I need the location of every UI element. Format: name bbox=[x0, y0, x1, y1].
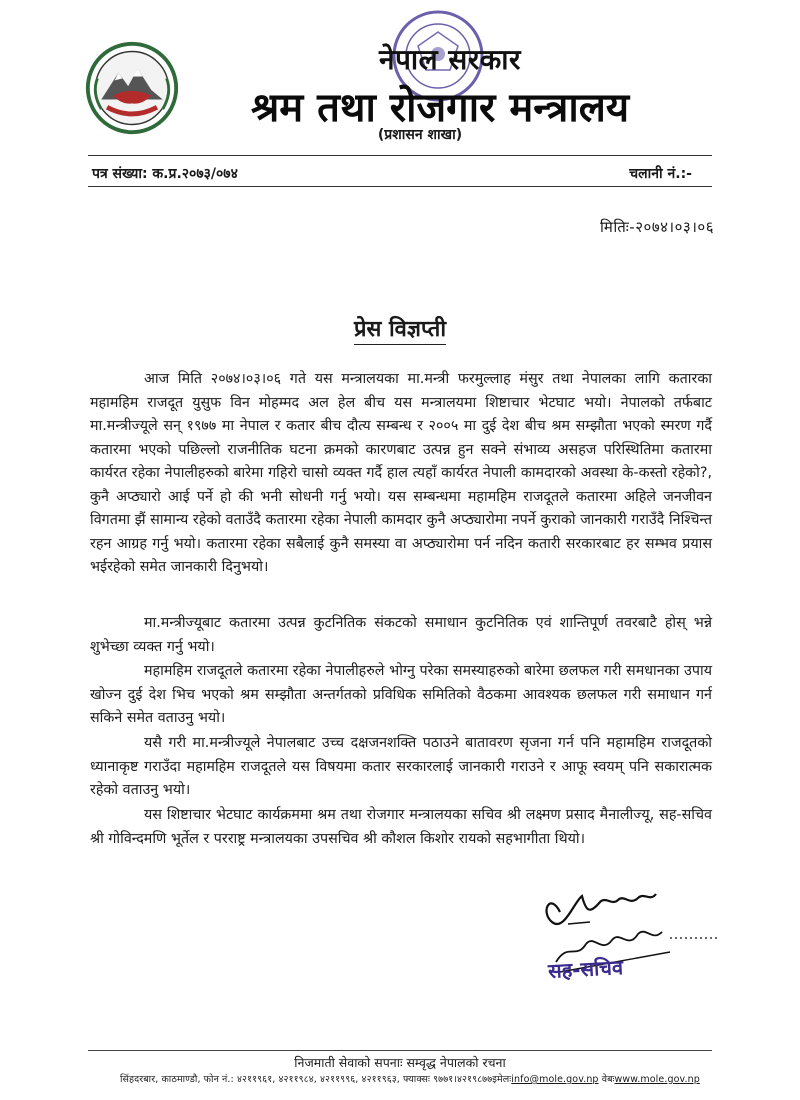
footer-address: सिंहदरबार, काठमाण्डौ, फोन नं.: ४२११९६१, ४२११९८४, ४२११९९६, ४२११९६३, फ्याक्सः ९७७१।४२१९८७७ bbox=[120, 1074, 493, 1085]
header-divider-top bbox=[88, 155, 712, 156]
footer-contact bbox=[120, 1072, 700, 1085]
letter-number: पत्र संख्या: क.प्र.२०७३/०७४ bbox=[92, 166, 238, 182]
email-label: इमेलः bbox=[492, 1074, 512, 1085]
email-link[interactable]: info@mole.gov.np bbox=[511, 1074, 599, 1085]
signatory-designation: सह-सचिव bbox=[547, 955, 624, 983]
website-link[interactable]: www.mole.gov.np bbox=[614, 1074, 700, 1085]
body-paragraph-2: मा.मन्त्रीज्यूबाट कतारमा उत्पन्न कुटनितिक संकटको समाधान कुटनितिक एवं शान्तिपूर्ण तवरबाटै होस् भन्ने शुभेच्छा व्यक्त गर्नु भयो। bbox=[90, 615, 712, 655]
ministry-name: श्रम तथा रोजगार मन्त्रालय bbox=[250, 85, 630, 131]
body-paragraph-5: यस शिष्टाचार भेटघाट कार्यक्रममा श्रम तथा रोजगार मन्त्रालयका सचिव श्री लक्ष्मण प्रसाद मैनालीज्यू, सह-सचिव श्री गोविन्दमणि भूर्तेल र परराष्ट्र मन्त्रालयका उपसचिव श्री कौशल किशोर रायको सहभागीता थियो। bbox=[90, 807, 712, 847]
letter-date: मितिः-२०७४।०३।०६ bbox=[599, 218, 714, 236]
branch-name: (प्रशासन शाखा) bbox=[377, 127, 463, 143]
government-name: नेपाल सरकार bbox=[378, 43, 522, 76]
web-label: वेबः bbox=[601, 1074, 615, 1085]
body-paragraph-3: महामहिम राजदूतले कतारमा रहेका नेपालीहरुले भोग्नु परेका समस्याहरुको बारेमा छलफल गरी समधानका उपाय खोज्न दुई देश भिच भएको श्रम सम्झौता अन्तर्गतको प्रविधिक समितिको वैठकमा आवश्यक छलफल गरी समाधान गर्न सकिने समेत वताउनु भयो। bbox=[90, 663, 712, 726]
document-title-text: प्रेस विज्ञप्ती bbox=[354, 317, 446, 345]
nepal-emblem-logo bbox=[84, 40, 180, 136]
footer-divider bbox=[88, 1050, 712, 1051]
document-title bbox=[300, 313, 500, 343]
dispatch-number: चलानी नं.:- bbox=[629, 166, 692, 182]
footer-motto: निजमाती सेवाको सपनाः सम्वृद्ध नेपालको रचना bbox=[294, 1055, 506, 1070]
body-paragraph-4: यसै गरी मा.मन्त्रीज्यूले नेपालबाट उच्च दक्षजनशक्ति पठाउने बातावरण सृजना गर्न पनि महामहिम राजदूतको ध्यानाकृष्ट गराउँदा महामहिम राजदूतले यस विषयमा कतार सरकारलाई जानकारी गराउने र आफू स्वयम् पनि सकारात्मक रहेको वताउनु भयो। bbox=[90, 735, 712, 798]
header-divider-bottom bbox=[88, 186, 712, 187]
body-paragraph-1: आज मिति २०७४।०३।०६ गते यस मन्त्रालयका मा.मन्त्री फरमुल्लाह मंसुर तथा नेपालका लागि कतारका महामहिम राजदूत युसुफ विन मोहम्मद अल हेल बीच यस मन्त्रालयमा शिष्टाचार भेटघाट भयो। नेपालको तर्फबाट मा.मन्त्रीज्यूले सन् १९७७ मा नेपाल र कतार बीच दौत्य सम्बन्ध र २००५ मा दुई देश बीच श्रम सम्झौता भएको स्मरण गर्दै कतारमा भएको पछिल्लो राजनीतिक घटना क्रमको कारणबाट उत्पन्न हुन सक्ने संभाव्य असहज परिस्थितिमा कतारमा कार्यरत रहेका नेपालीहरुको बारेमा गहिरो चासो व्यक्त गर्दै हाल त्यहाँ कार्यरत नेपाली कामदारको अवस्था के-कस्तो रहेको?, कुनै अप्ठ्यारो आई पर्ने हो की भनी सोधनी गर्नु भयो। यस सम्बन्धमा महामहिम राजदूतले कतारमा अहिले जनजीवन विगतमा झैं सामान्य रहेको वताउँदै कतारमा रहेका नेपाली कामदार कुनै अप्ठ्यारोमा नपर्ने कुराको जानकारी गराउँदै निश्चिन्त रहन आग्रह गर्नु भयो। कतारमा रहेका सबैलाई कुनै समस्या वा अप्ठ्यारोमा पर्न नदिन कतारी सरकारबाट हर सम्भव प्रयास भईरहेको समेत जानकारी दिनुभयो। bbox=[90, 371, 712, 575]
